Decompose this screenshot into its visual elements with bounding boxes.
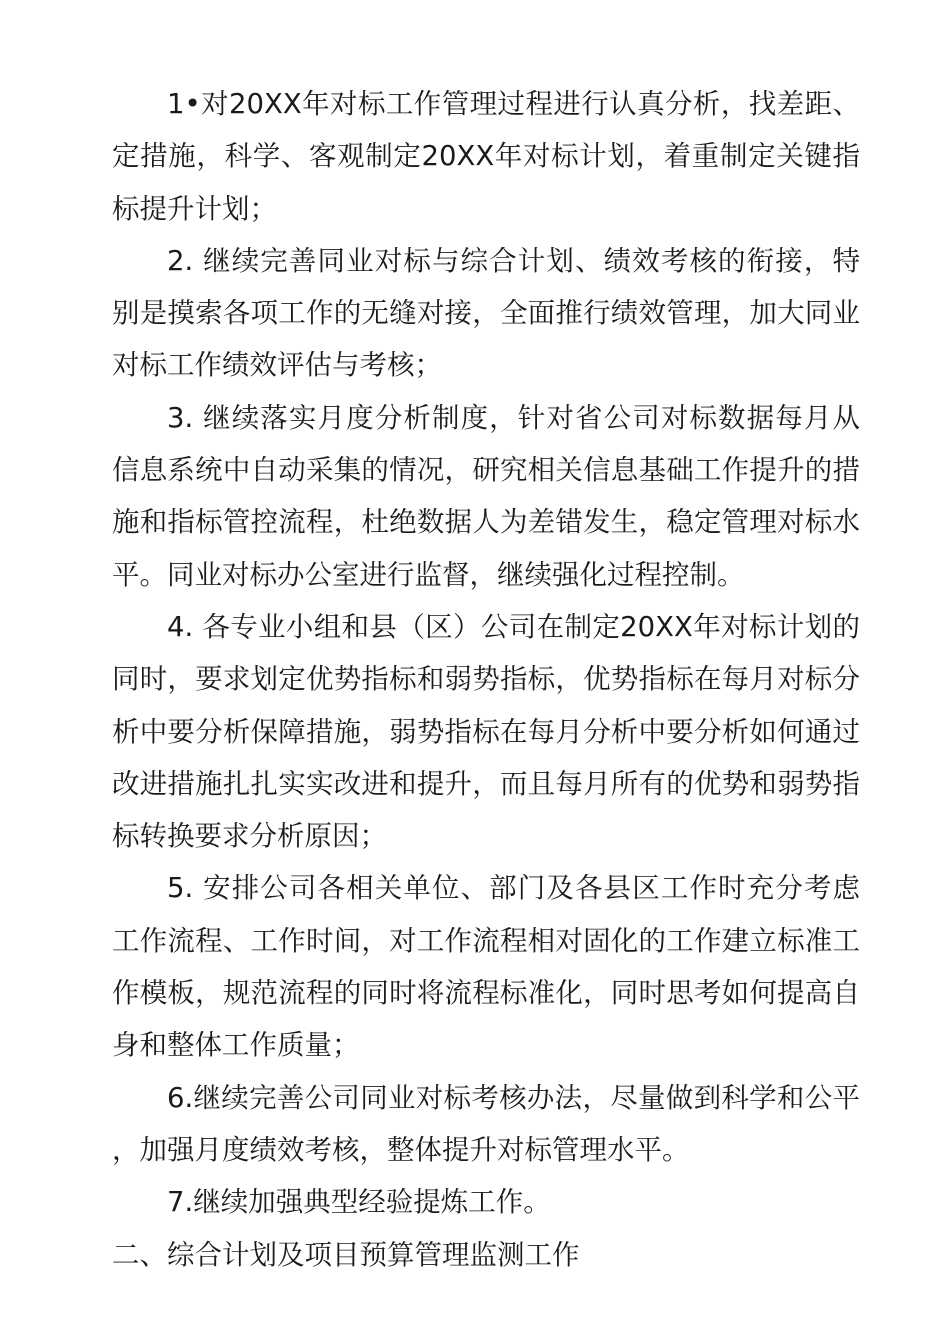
document-page: [112, 78, 860, 1281]
section-heading: 二、综合计划及项目预算管理监测工作: [112, 1238, 580, 1271]
paragraph-2: 2. 继续完善同业对标与综合计划、绩效考核的衔接，特别是摸索各项工作的无缝对接，全面推行绩效管理，加大同业对标工作绩效评估与考核；: [112, 244, 860, 382]
paragraph-6: 6.继续完善公司同业对标考核办法，尽量做到科学和公平，加强月度绩效考核，整体提升对标管理水平。: [112, 1081, 860, 1166]
paragraph-3: 3. 继续落实月度分析制度，针对省公司对标数据每月从信息系统中自动采集的情况，研究相关信息基础工作提升的措施和指标管控流程，杜绝数据人为差错发生，稳定管理对标水平。同业对标办公室进行监督，继续强化过程控制。: [112, 401, 860, 591]
paragraph-4: 4. 各专业小组和县（区）公司在制定20XX年对标计划的同时，要求划定优势指标和弱势指标，优势指标在每月对标分析中要分析保障措施，弱势指标在每月分析中要分析如何通过改进措施扎扎实实改进和提升，而且每月所有的优势和弱势指标转换要求分析原因；: [112, 610, 860, 853]
paragraph-7: 7.继续加强典型经验提炼工作。: [167, 1186, 551, 1219]
paragraph-1: 1•对20XX年对标工作管理过程进行认真分析，找差距、定措施，科学、客观制定20XX年对标计划，着重制定关键指标提升计划；: [112, 88, 860, 225]
paragraph-5: 5. 安排公司各相关单位、部门及各县区工作时充分考虑工作流程、工作时间，对工作流程相对固化的工作建立标准工作模板，规范流程的同时将流程标准化，同时思考如何提高自身和整体工作质量；: [112, 872, 860, 1062]
